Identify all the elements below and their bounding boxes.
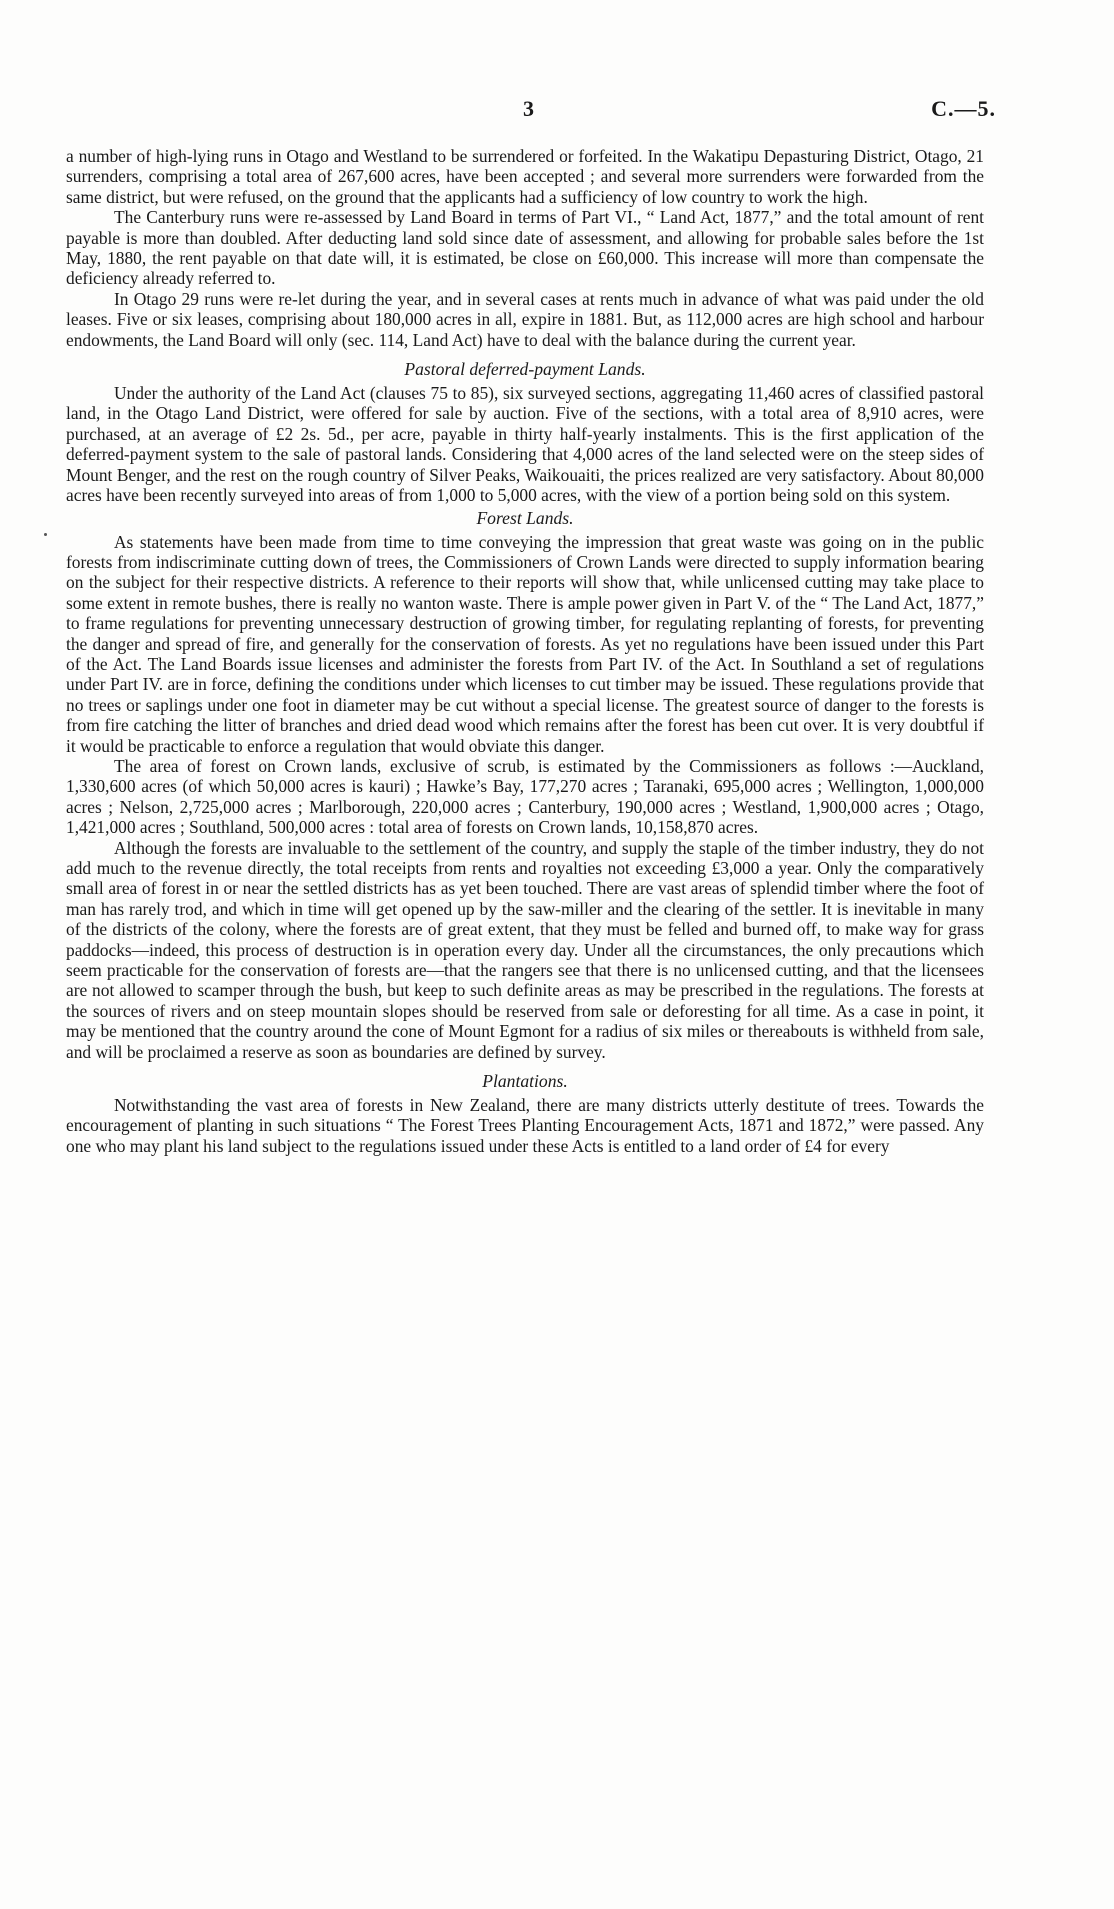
paragraph: Under the authority of the Land Act (clauses 75 to 85), six surveyed sections, aggregating 11,460 acres of classified pastoral land, in the Otago Land District, were offered for sale by auction. Five of the sections, with a total area of 8,910 acres, were purchased, at an average of £2 2s. 5d., per acre, payable in thirty half-yearly instalments. This is the first application of the deferred-payment system to the sale of pastoral lands. Considering that 4,000 acres of the land selected were on the steep sides of Mount Benger, and the rest on the rough country of Silver Peaks, Waikouaiti, the prices realized are very satisfactory. About 80,000 acres have been recently surveyed into areas of from 1,000 to 5,000 acres, with the view of a portion being sold on this system. (66, 383, 984, 506)
paragraph: Notwithstanding the vast area of forests in New Zealand, there are many districts utterly destitute of trees. Towards the encouragement of planting in such situations “ The Forest Trees Planting Encouragement Acts, 1871 and 1872,” were passed. Any one who may plant his land subject to the regulations issued under these Acts is entitled to a land order of £4 for every (66, 1095, 984, 1156)
page-number: 3 (523, 96, 534, 121)
paragraph: Although the forests are invaluable to the settlement of the country, and supply the staple of the timber industry, they do not add much to the revenue directly, the total receipts from rents and royalties not exceeding £3,000 a year. Only the comparatively small area of forest in or near the settled districts has as yet been touched. There are vast areas of splendid timber where the foot of man has rarely trod, and which in time will get opened up by the saw-miller and the clearing of the settler. It is inevitable in many of the districts of the colony, where the forests are of great extent, that they must be felled and burned off, to make way for grass paddocks—indeed, this process of destruction is in operation every day. Under all the circumstances, the only precautions which seem practicable for the conservation of forests are—that the rangers see that there is no unlicensed cutting, and that the licensees are not allowed to scamper through the bush, but keep to such definite areas as may be prescribed in the regulations. The forests at the sources of rivers and on steep mountain slopes should be reserved from sale or deforesting for all time. As a case in point, it may be mentioned that the country around the cone of Mount Egmont for a radius of six miles or thereabouts is withheld from sale, and will be proclaimed a reserve as soon as boundaries are defined by survey. (66, 837, 984, 1062)
margin-mark (44, 533, 47, 536)
section-heading-plantations: Plantations. (482, 1071, 568, 1092)
section-heading-forest: Forest Lands. (476, 507, 574, 528)
page-body (66, 146, 984, 1156)
paragraph: a number of high-lying runs in Otago and Westland to be surrendered or forfeited. In the Wakatipu Depasturing District, Otago, 21 surrenders, comprising a total area of 267,600 acres, have been accepted ; and several more surrenders were forwarded from the same district, but were refused, on the ground that the applicants had a sufficiency of low country to work the high. (66, 146, 984, 207)
section-heading-pastoral: Pastoral deferred-payment Lands. (404, 359, 646, 380)
paragraph: The area of forest on Crown lands, exclusive of scrub, is estimated by the Commissioners as follows :—Auckland, 1,330,600 acres (of which 50,000 acres is kauri) ; Hawke’s Bay, 177,270 acres ; Taranaki, 695,000 acres ; Wellington, 1,000,000 acres ; Nelson, 2,725,000 acres ; Marlborough, 220,000 acres ; Canterbury, 190,000 acres ; Westland, 1,900,000 acres ; Otago, 1,421,000 acres ; Southland, 500,000 acres : total area of forests on Crown lands, 10,158,870 acres. (66, 755, 984, 838)
paragraph: In Otago 29 runs were re-let during the year, and in several cases at rents much in advance of what was paid under the old leases. Five or six leases, comprising about 180,000 acres in all, expire in 1881. But, as 112,000 acres are high school and harbour endowments, the Land Board will only (sec. 114, Land Act) have to deal with the balance during the current year. (66, 288, 984, 350)
paragraph: As statements have been made from time to time conveying the impression that great waste was going on in the public forests from indiscriminate cutting down of trees, the Commissioners of Crown Lands were directed to supply information bearing on the subject for their respective districts. A reference to their reports will show that, while unlicensed cutting may take place to some extent in remote bushes, there is really no wanton waste. There is ample power given in Part V. of the “ The Land Act, 1877,” to frame regulations for preventing unnecessary destruction of growing timber, for regulating replanting of forests, for preventing the danger and spread of fire, and generally for the conservation of forests. As yet no regulations have been issued under this Part of the Act. The Land Boards issue licenses and administer the forests from Part IV. of the Act. In Southland a set of regulations under Part IV. are in force, defining the conditions under which licenses to cut timber may be issued. These regulations provide that no trees or saplings under one foot in diameter may be cut without a special license. The greatest source of danger to the forests is from fire catching the litter of branches and dried dead wood which remains after the forest has been cut over. It is very doubtful if it would be practicable to enforce a regulation that would obviate this danger. (66, 531, 984, 756)
document-reference: C.—5. (931, 96, 996, 121)
page-header (0, 96, 1114, 126)
paragraph: The Canterbury runs were re-assessed by Land Board in terms of Part VI., “ Land Act, 1877,” and the total amount of rent payable is more than doubled. After deducting land sold since date of assessment, and allowing for probable sales before the 1st May, 1880, the rent payable on that date will, it is estimated, be close on £60,000. This increase will more than compensate the deficiency already referred to. (66, 207, 984, 289)
